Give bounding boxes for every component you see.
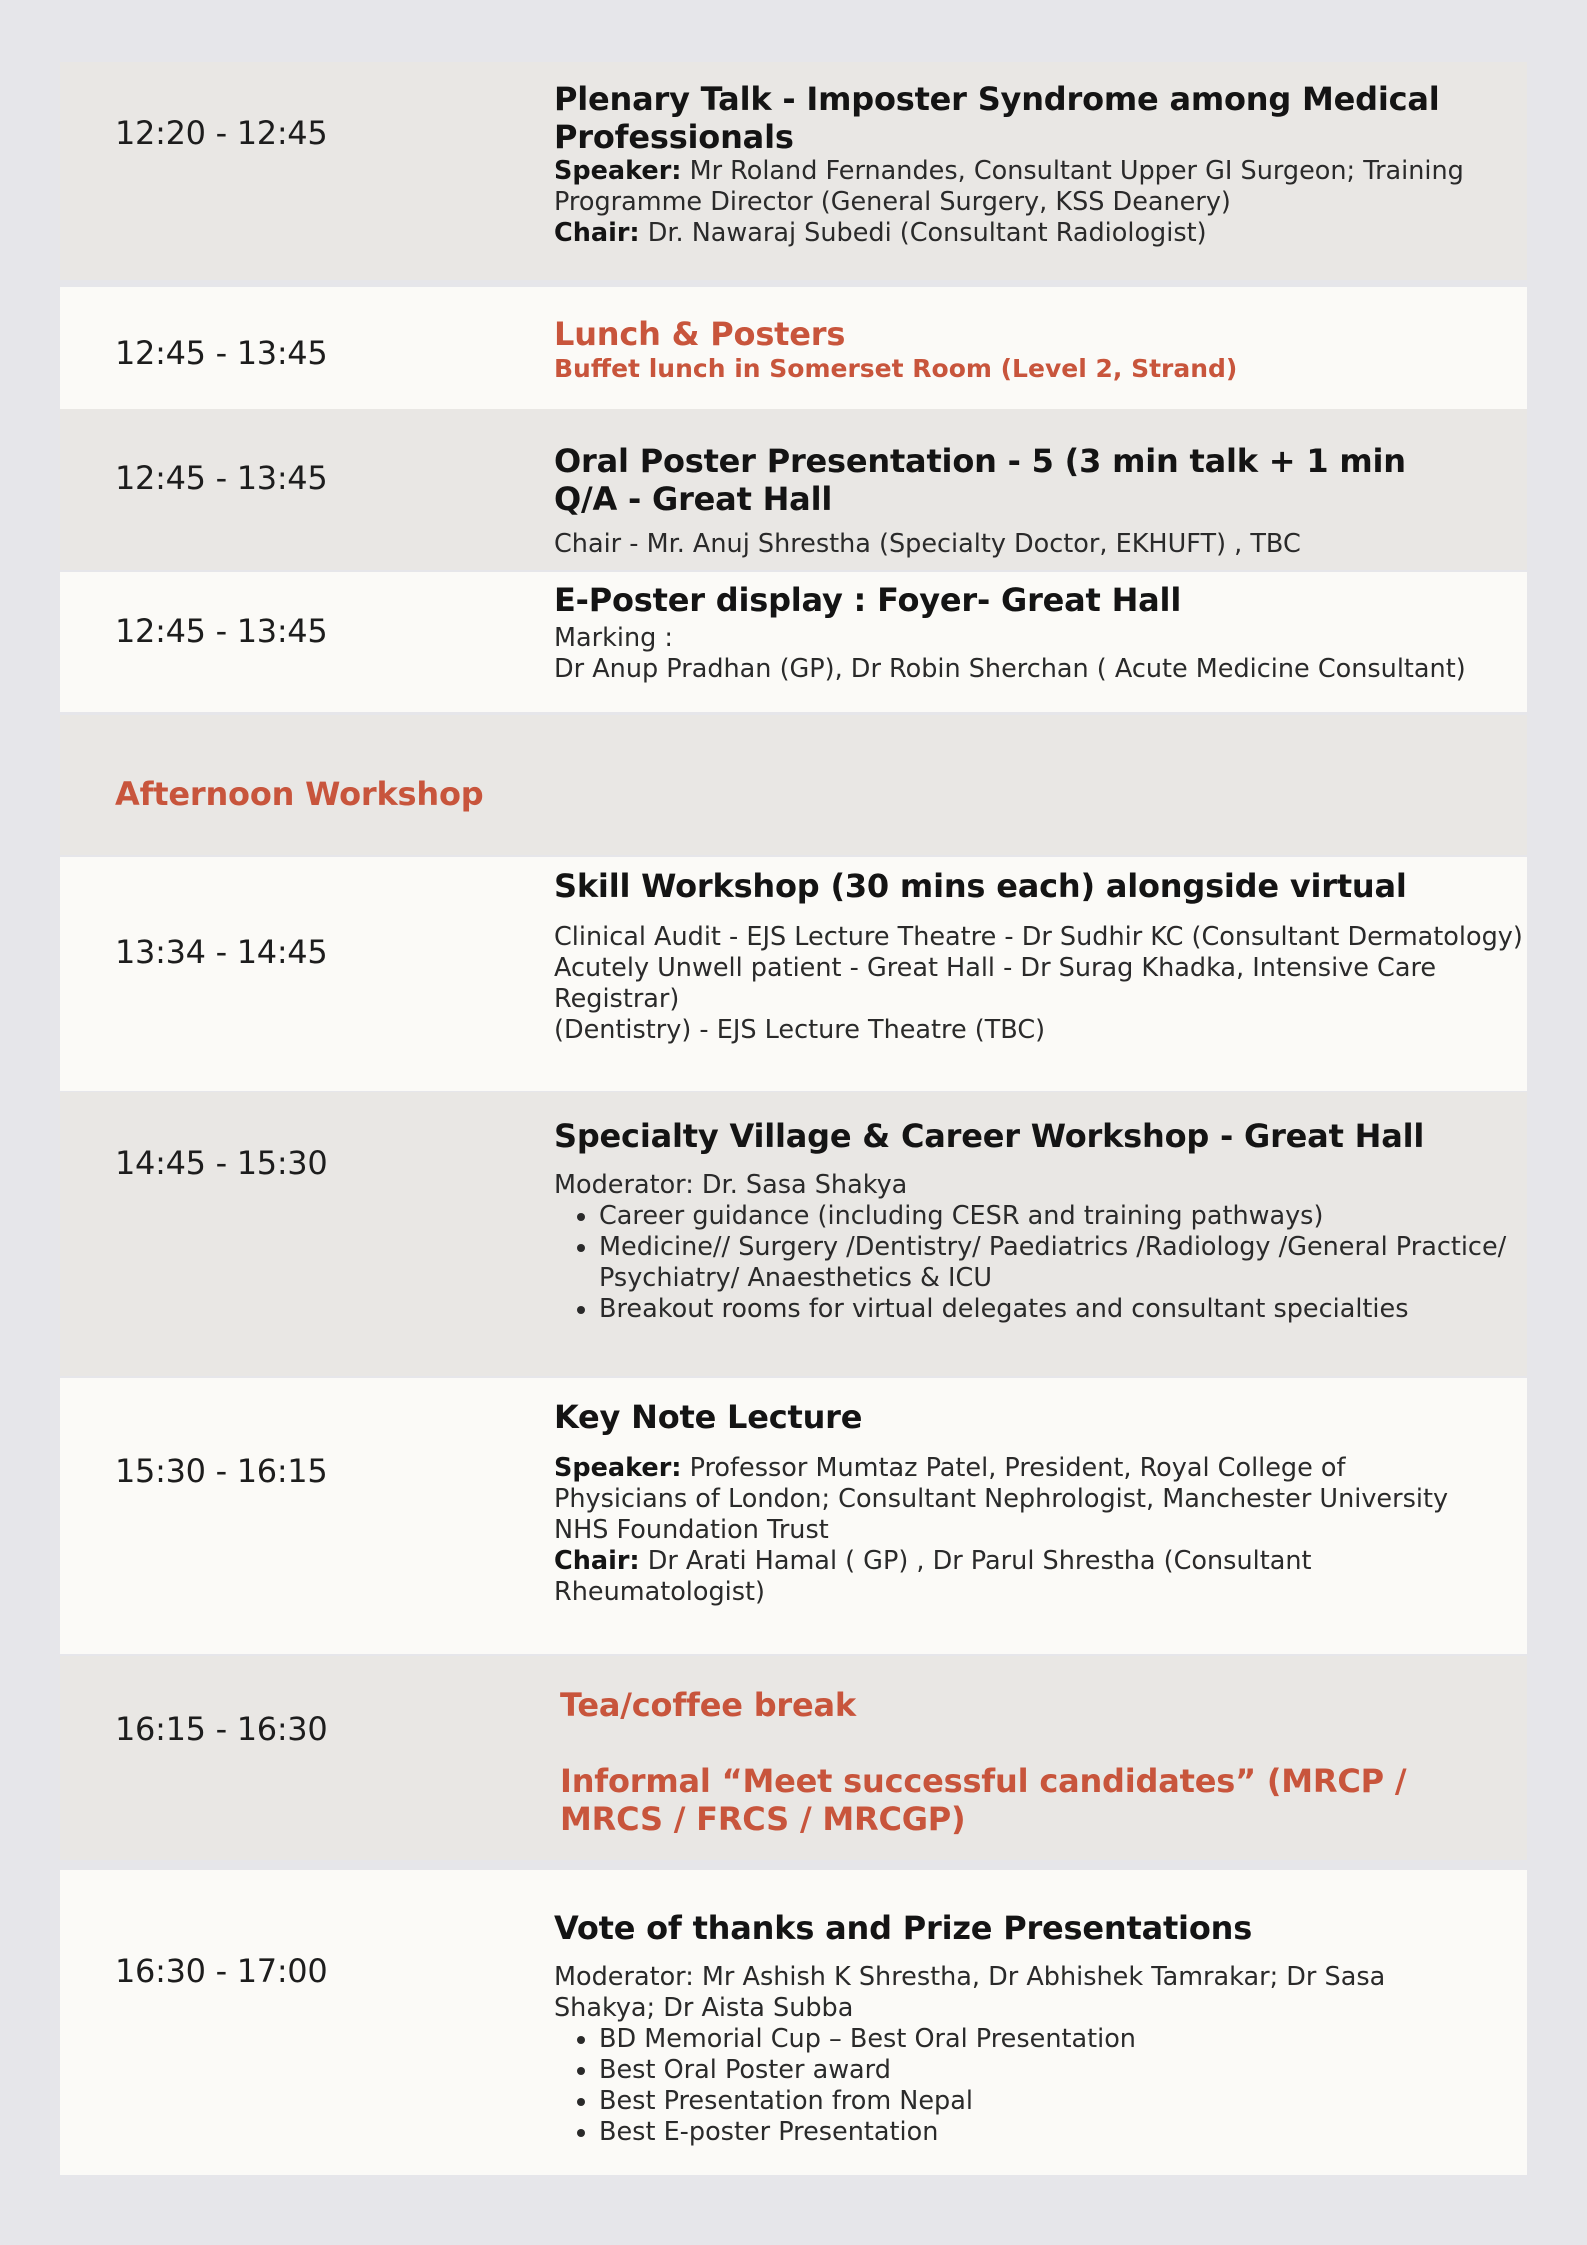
chair-label: Chair:: [554, 218, 640, 248]
session-title: Tea/coffee break: [560, 1686, 856, 1724]
workshop-line: (Dentistry) - EJS Lecture Theatre (TBC): [554, 1015, 1046, 1045]
session-content: [554, 1117, 1524, 1325]
list-item: • Best Presentation from Nepal: [599, 2086, 1489, 2117]
time-slot: 13:34 - 14:45: [115, 933, 328, 971]
chair-line: Chair - Mr. Anuj Shrestha (Specialty Doctor, EKHUFT) , TBC: [554, 529, 1301, 559]
session-title: Vote of thanks and Prize Presentations: [554, 1909, 1253, 1947]
schedule-row-skill-workshop: [60, 857, 1527, 1091]
speaker-label: Speaker:: [554, 156, 682, 186]
schedule-row-specialty-village: [60, 1092, 1527, 1376]
session-title: Oral Poster Presentation - 5 (3 min talk + 1 min Q/A - Great Hall: [554, 442, 1406, 518]
time-slot: 16:15 - 16:30: [115, 1710, 328, 1748]
chair-line: [554, 1546, 1484, 1608]
schedule-row-keynote: [60, 1378, 1527, 1654]
session-content: [554, 315, 1534, 385]
workshop-line: Clinical Audit - EJS Lecture Theatre - Dr Sudhir KC (Consultant Dermatology): [554, 922, 1523, 952]
speaker-label: Speaker:: [554, 1453, 682, 1483]
session-content: [554, 867, 1529, 1046]
session-title: Plenary Talk - Imposter Syndrome among Medical Professionals: [554, 80, 1440, 156]
session-title: Specialty Village & Career Workshop - Great Hall: [554, 1117, 1425, 1155]
moderator-line: Moderator: Dr. Sasa Shakya: [554, 1170, 908, 1200]
prize-list: [554, 2024, 1489, 2148]
list-item: • Medicine// Surgery /Dentistry/ Paediatrics /Radiology /General Practice/ Psychiatry/ Anaesthetics & ICU: [599, 1232, 1524, 1294]
list-item: • Best E-poster Presentation: [599, 2117, 1489, 2148]
moderator-line: Moderator: Mr Ashish K Shrestha, Dr Abhishek Tamrakar; Dr Sasa Shakya; Dr Aista Subba: [554, 1962, 1386, 2023]
chair-text: Dr. Nawaraj Subedi (Consultant Radiologist): [647, 218, 1207, 248]
time-slot: 12:45 - 13:45: [115, 459, 328, 497]
speaker-line: [554, 1453, 1484, 1546]
topic-list: [554, 1201, 1524, 1325]
chair-text: Dr Arati Hamal ( GP) , Dr Parul Shrestha (Consultant Rheumatologist): [554, 1546, 1312, 1607]
marking-label: Marking :: [554, 623, 674, 653]
marking-text: Dr Anup Pradhan (GP), Dr Robin Sherchan ( Acute Medicine Consultant): [554, 654, 1466, 684]
session-subtitle: Buffet lunch in Somerset Room (Level 2, Strand): [554, 354, 1238, 383]
workshop-line: Acutely Unwell patient - Great Hall - Dr Surag Khadka, Intensive Care Registrar): [554, 953, 1437, 1014]
time-slot: 12:45 - 13:45: [115, 334, 328, 372]
session-title: Lunch & Posters: [554, 315, 846, 353]
list-item: • BD Memorial Cup – Best Oral Presentation: [599, 2024, 1489, 2055]
speaker-text: Professor Mumtaz Patel, President, Royal College of Physicians of London; Consultant Nephrologist, Manchester University NHS Foundation Trust: [554, 1453, 1449, 1545]
time-slot: 12:20 - 12:45: [115, 114, 328, 152]
session-title: Skill Workshop (30 mins each) alongside virtual: [554, 867, 1407, 905]
chair-line: [554, 218, 1534, 249]
time-slot: 15:30 - 16:15: [115, 1452, 328, 1490]
session-content: [554, 1398, 1484, 1608]
list-item: • Career guidance (including CESR and training pathways): [599, 1201, 1524, 1232]
schedule-row-lunch: [60, 287, 1527, 409]
session-content: [554, 442, 1454, 560]
time-slot: 16:30 - 17:00: [115, 1952, 328, 1990]
section-title: Afternoon Workshop: [115, 775, 484, 813]
chair-label: Chair:: [554, 1546, 640, 1576]
section-afternoon-workshop: [60, 715, 1527, 855]
schedule-row-oral-poster: [60, 409, 1527, 570]
session-content: [560, 1686, 1520, 1838]
speaker-text: Mr Roland Fernandes, Consultant Upper GI Surgeon; Training Programme Director (General Surgery, KSS Deanery): [554, 156, 1464, 217]
time-slot: 14:45 - 15:30: [115, 1144, 328, 1182]
schedule-row-plenary: [60, 62, 1527, 280]
session-content: [554, 80, 1534, 249]
schedule-row-tea-break: [60, 1656, 1527, 1860]
session-content: [554, 581, 1534, 685]
time-slot: 12:45 - 13:45: [115, 612, 328, 650]
session-title: E-Poster display : Foyer- Great Hall: [554, 581, 1182, 619]
session-subtitle: Informal “Meet successful candidates” (MRCP / MRCS / FRCS / MRCGP): [560, 1762, 1407, 1838]
list-item: • Best Oral Poster award: [599, 2055, 1489, 2086]
session-content: [554, 1909, 1489, 2148]
speaker-line: [554, 156, 1534, 218]
session-title: Key Note Lecture: [554, 1398, 863, 1436]
list-item: • Breakout rooms for virtual delegates and consultant specialties: [599, 1294, 1524, 1325]
schedule-row-vote-of-thanks: [60, 1870, 1527, 2175]
schedule-row-eposter: [60, 572, 1527, 712]
